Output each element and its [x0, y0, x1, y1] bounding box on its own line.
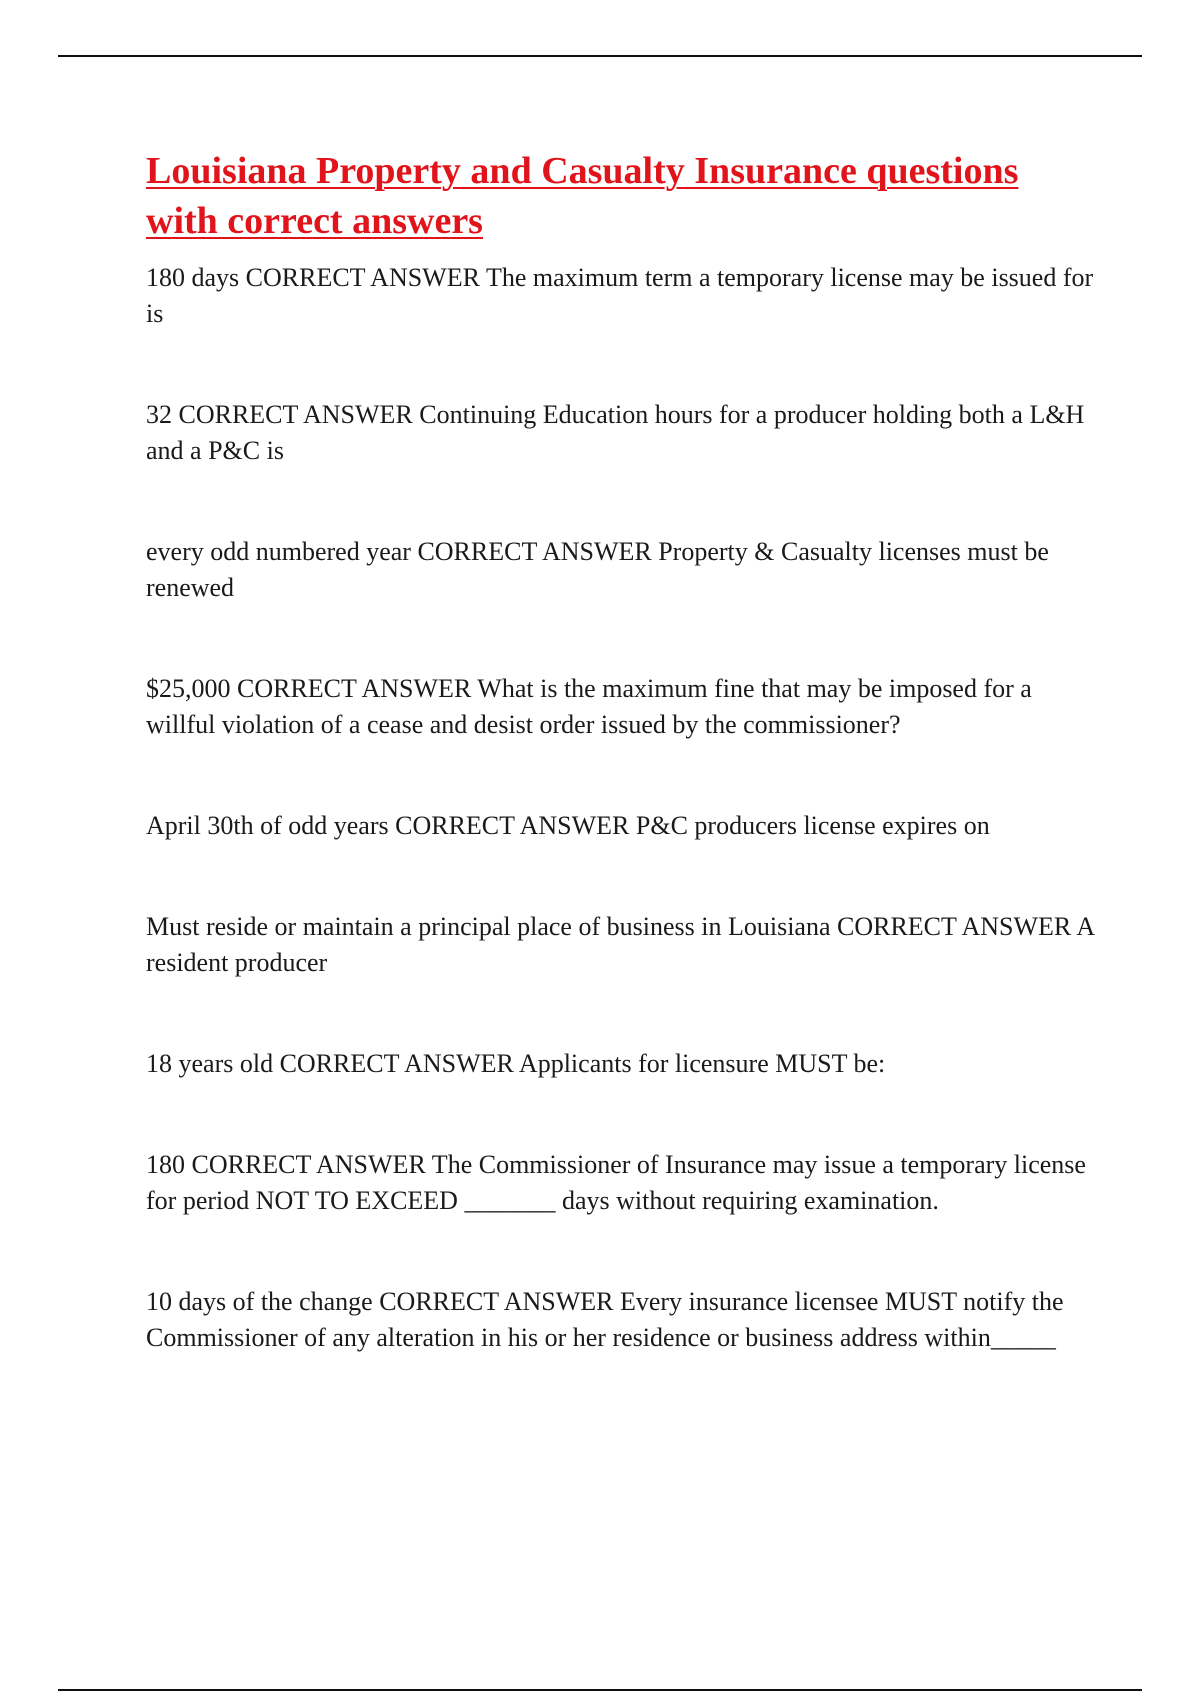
qa-list	[146, 260, 1096, 1356]
header-rule	[58, 55, 1142, 57]
qa-item-9: 10 days of the change CORRECT ANSWER Every insurance licensee MUST notify the Commissioner of any alteration in his or her residence or business address within_____	[146, 1287, 1064, 1352]
qa-item-6: Must reside or maintain a principal place of business in Louisiana CORRECT ANSWER A resident producer	[146, 912, 1094, 977]
footer-rule	[58, 1689, 1142, 1691]
qa-item-5: April 30th of odd years CORRECT ANSWER P&C producers license expires on	[146, 811, 990, 840]
qa-item-8: 180 CORRECT ANSWER The Commissioner of Insurance may issue a temporary license for period NOT TO EXCEED _______ days without requiring examination.	[146, 1150, 1086, 1215]
document-body	[146, 146, 1096, 1356]
qa-item-4: $25,000 CORRECT ANSWER What is the maximum fine that may be imposed for a willful violation of a cease and desist order issued by the commissioner?	[146, 674, 1032, 739]
qa-item-1: 180 days CORRECT ANSWER The maximum term a temporary license may be issued for is	[146, 263, 1094, 328]
qa-item-7: 18 years old CORRECT ANSWER Applicants for licensure MUST be:	[146, 1049, 886, 1078]
qa-item-2: 32 CORRECT ANSWER Continuing Education hours for a producer holding both a L&H and a P&C is	[146, 400, 1085, 465]
document-title: Louisiana Property and Casualty Insurance questions with correct answers	[146, 150, 1019, 242]
qa-item-3: every odd numbered year CORRECT ANSWER Property & Casualty licenses must be renewed	[146, 537, 1049, 602]
